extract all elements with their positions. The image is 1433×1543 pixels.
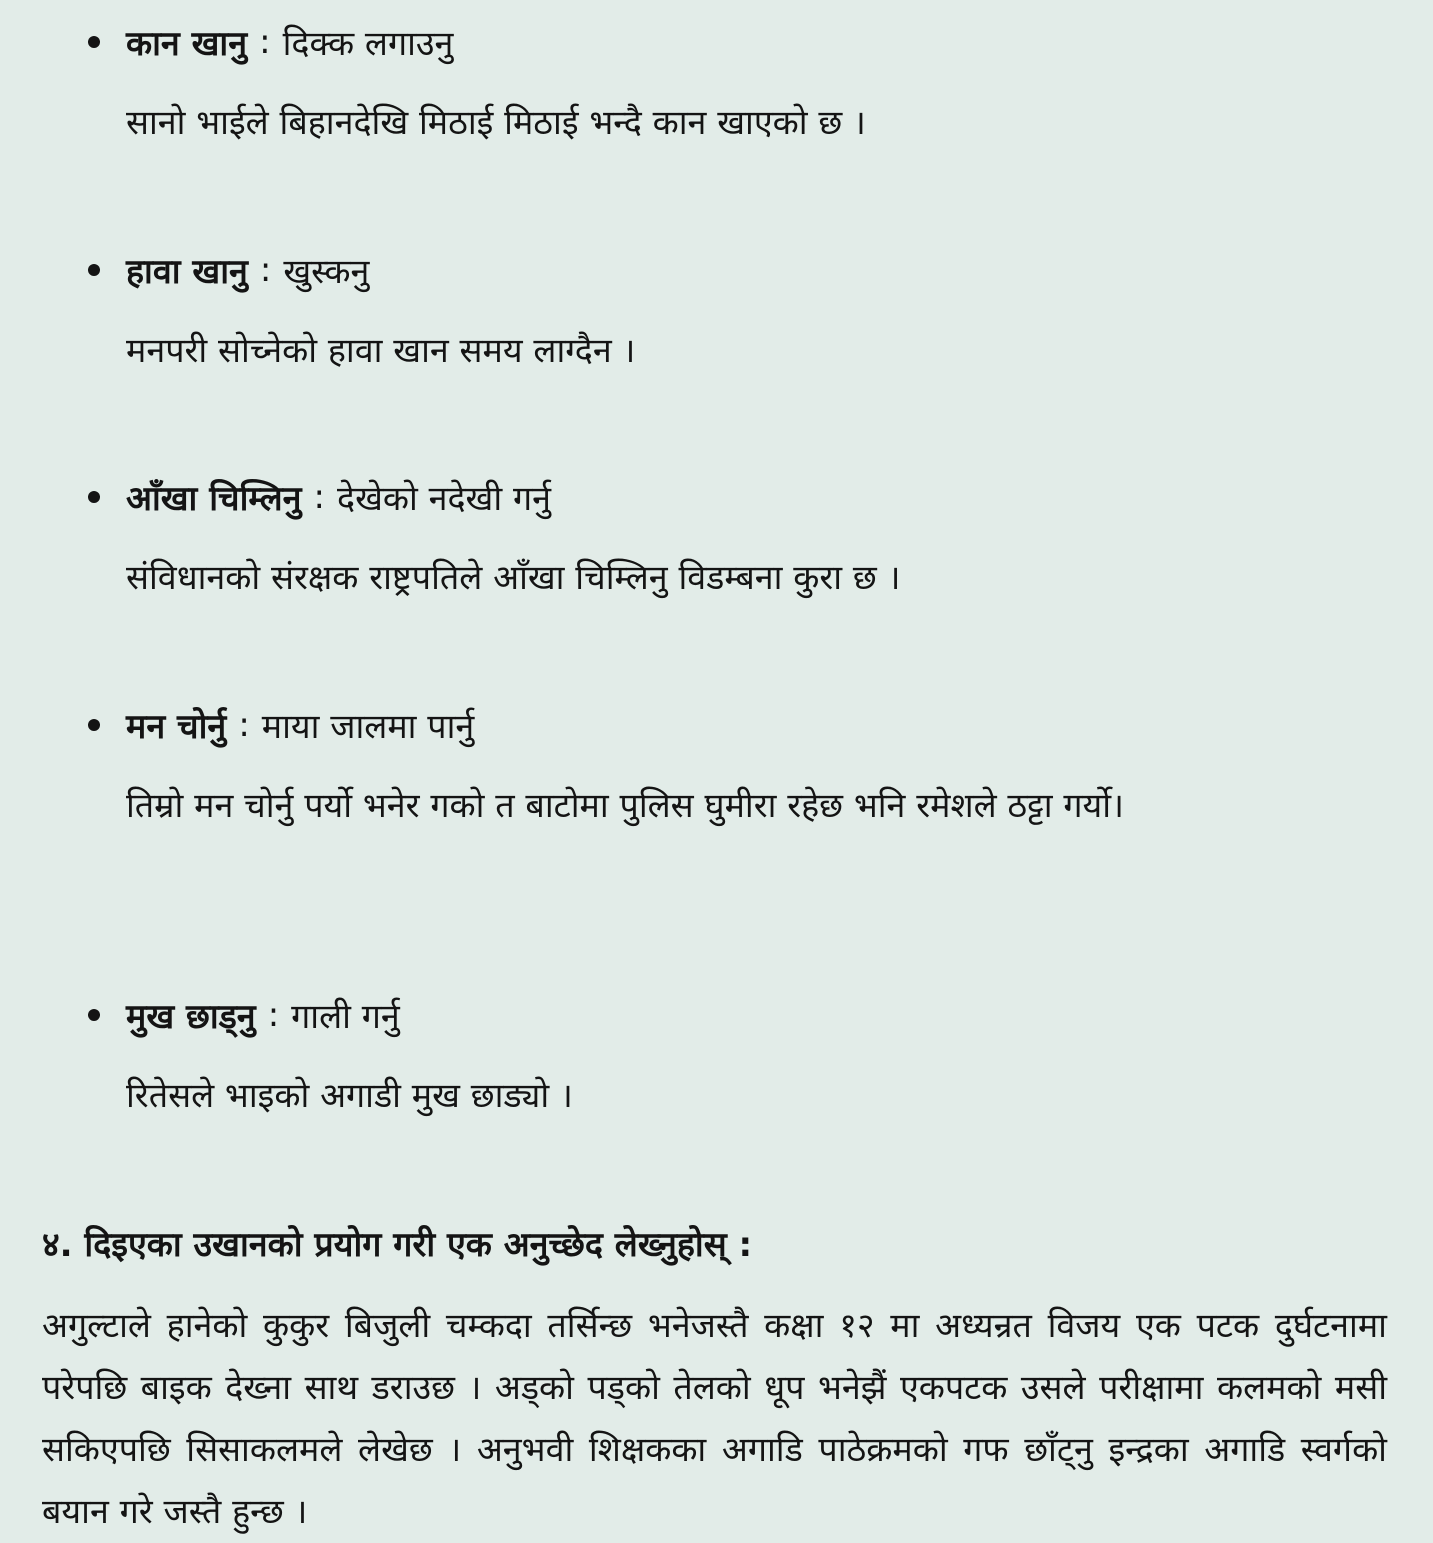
separator: : [313, 477, 326, 517]
section-heading: ४. दिइएका उखानको प्रयोग गरी एक अनुच्छेद लेख्नुहोस् : [42, 1225, 753, 1265]
section-paragraph: अगुल्टाले हानेको कुकुर बिजुली चम्कदा तर्सिन्छ भनेजस्तै कक्षा १२ मा अध्यन्रत विजय एक पटक दुर्घटनामा परेपछि बाइक देख्ना साथ डराउछ । अड्को पड्को तेलको धूप भनेझैं एकपटक उसले परीक्षामा कलमको मसी सकिएपछि सिसाकलमले लेखेछ । अनुभवी शिक्षकका अगाडि पाठेक्रमको गफ छाँट्नु इन्द्रका अगाडि स्वर्गको बयान गरे जस्तै हुन्छ । [42, 1306, 1387, 1532]
idiom-item [88, 467, 1378, 609]
idiom-item [88, 985, 1378, 1127]
idiom-term: मन चोर्नु [126, 707, 227, 747]
idiom-meaning: खुस्कनु [283, 252, 370, 292]
idiom-example: सानो भाईले बिहानदेखि मिठाई मिठाई भन्दै कान खाएको छ । [126, 103, 866, 143]
idiom-example: संविधानको संरक्षक राष्ट्रपतिले आँखा चिम्लिनु विडम्बना कुरा छ । [126, 558, 901, 598]
idiom-term: हावा खानु [126, 252, 248, 292]
idiom-meaning: गाली गर्नु [291, 997, 400, 1037]
idiom-meaning: दिक्क लगाउनु [282, 24, 454, 64]
idiom-example: तिम्रो मन चोर्नु पर्यो भनेर गको त बाटोमा पुलिस घुमीरा रहेछ भनि रमेशले ठट्टा गर्यो। [126, 786, 1124, 826]
idiom-item [88, 695, 1378, 837]
idiom-example: रितेसले भाइको अगाडी मुख छाड्यो । [126, 1076, 573, 1116]
separator: : [259, 250, 272, 290]
idiom-term: कान खानु [126, 24, 248, 64]
bullet-icon [88, 1009, 100, 1021]
separator: : [259, 22, 271, 62]
idiom-meaning: देखेको नदेखी गर्नु [337, 479, 551, 519]
bullet-icon [88, 264, 100, 276]
idiom-item [88, 12, 1378, 154]
bullet-icon [88, 36, 100, 48]
idiom-meaning: माया जालमा पार्नु [261, 707, 475, 747]
separator: : [267, 995, 280, 1035]
bullet-icon [88, 491, 100, 503]
idiom-example: मनपरी सोच्नेको हावा खान समय लाग्दैन । [126, 331, 636, 371]
bullet-icon [88, 719, 100, 731]
idiom-term: मुख छाड्नु [126, 997, 256, 1037]
separator: : [238, 705, 250, 745]
idiom-item [88, 240, 1378, 382]
idiom-term: आँखा चिम्लिनु [126, 479, 302, 519]
